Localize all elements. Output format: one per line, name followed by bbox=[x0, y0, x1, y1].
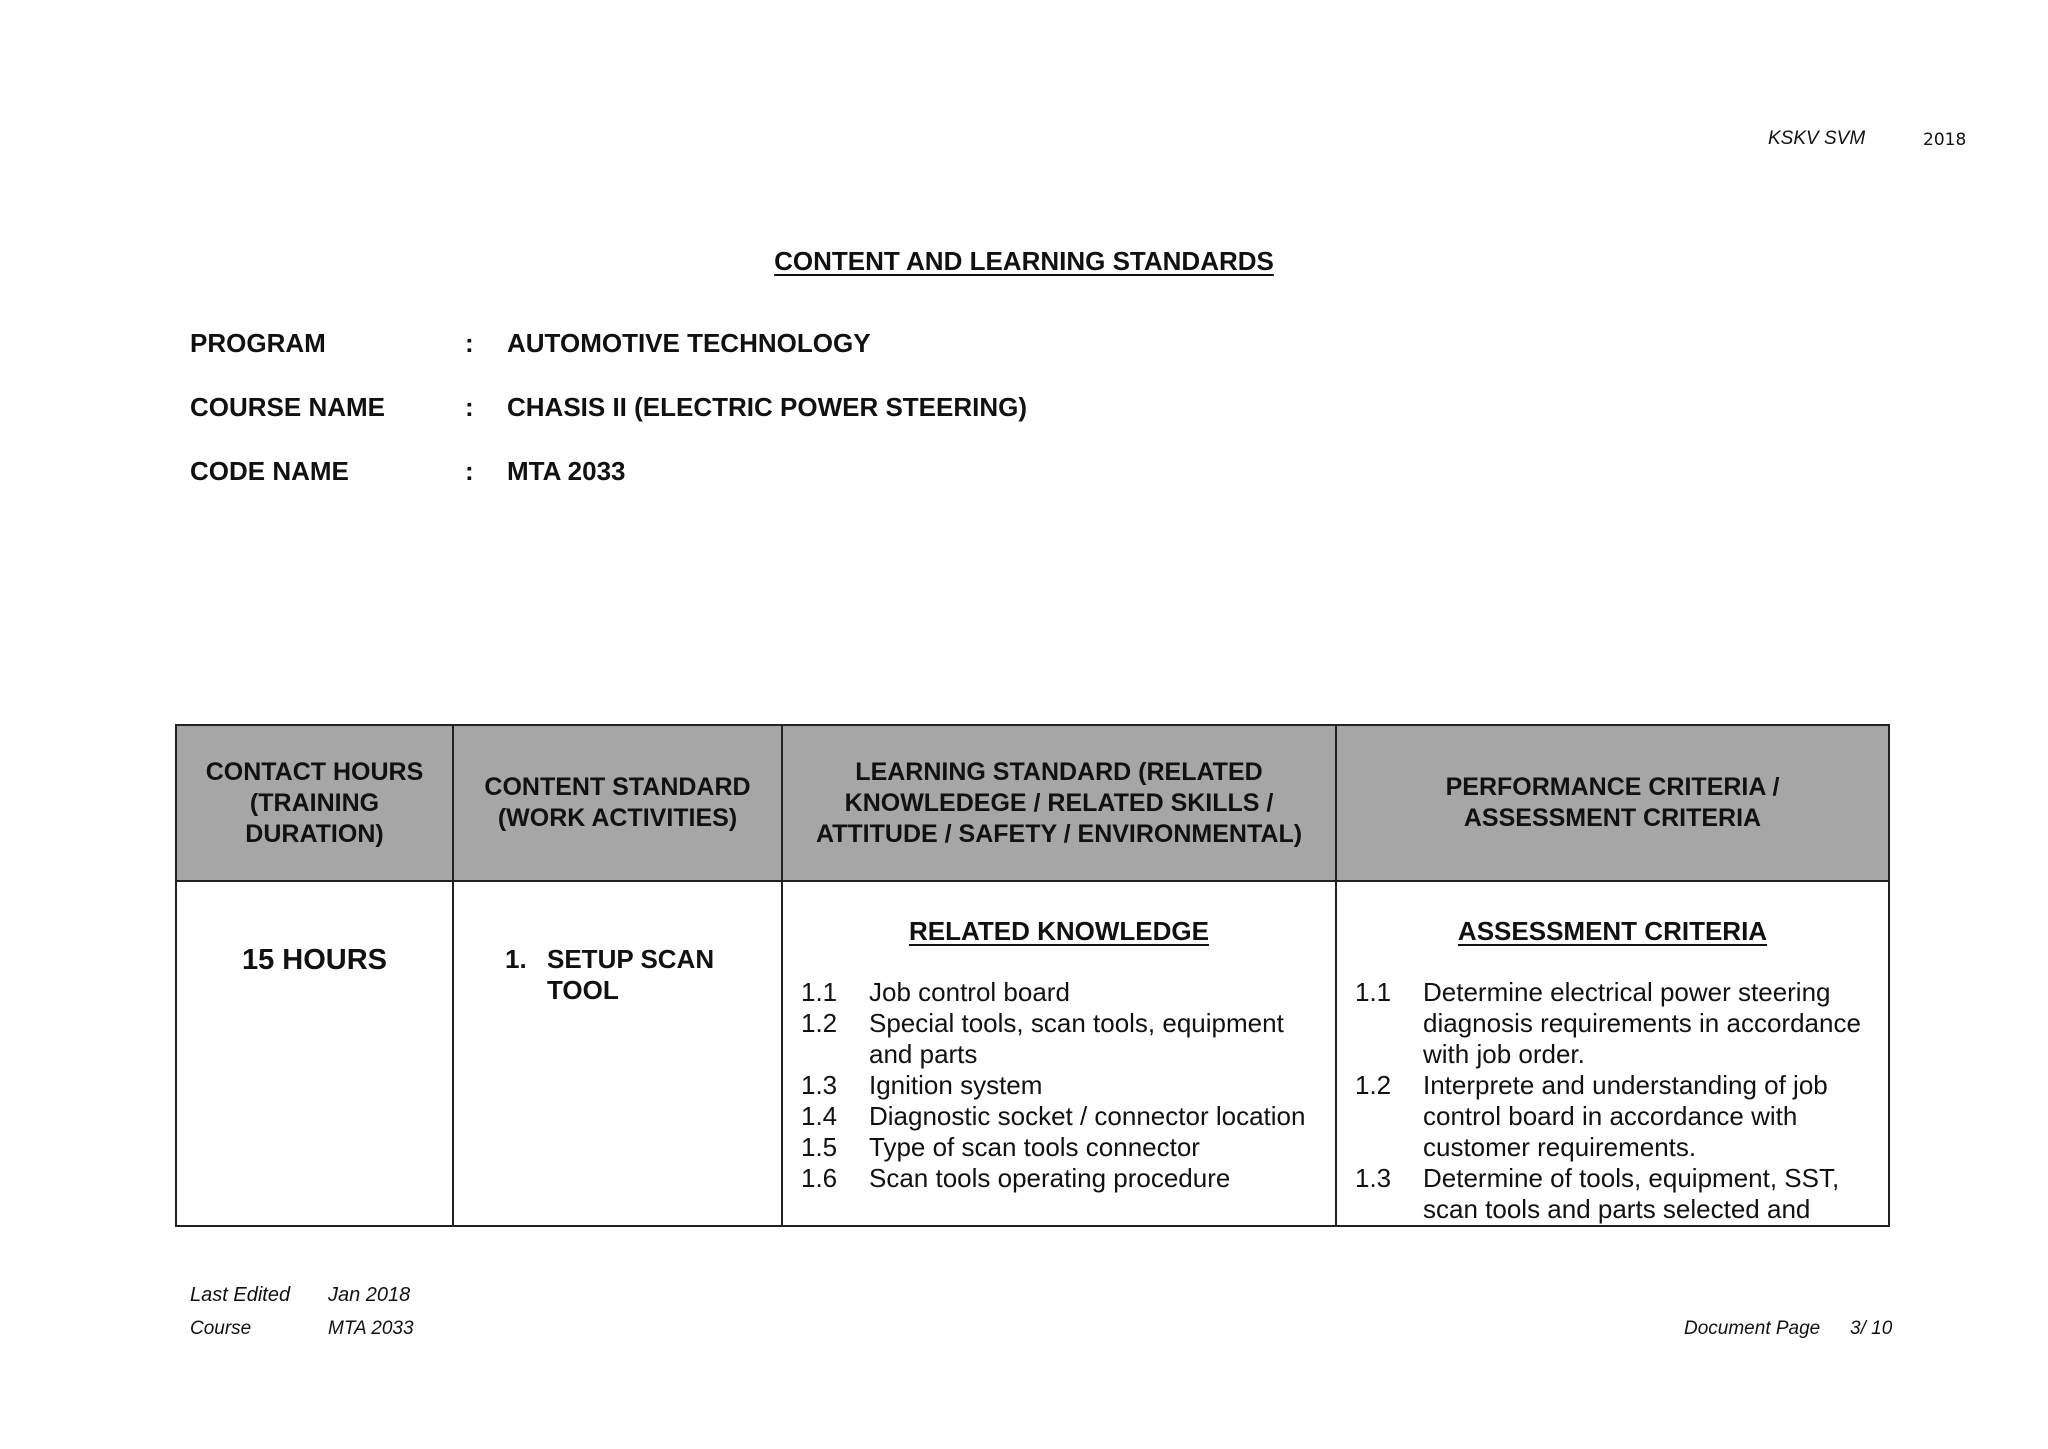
content-standard-item bbox=[454, 882, 781, 1006]
program-separator: : bbox=[465, 328, 474, 358]
course-name-separator: : bbox=[465, 392, 474, 422]
list-item: 1.4 Diagnostic socket / connector location bbox=[801, 1101, 1306, 1131]
content-standard-line-2: TOOL bbox=[547, 975, 619, 1005]
content-standard-number: 1. bbox=[505, 944, 527, 974]
content-standard-cell bbox=[453, 881, 782, 1226]
list-item: 1.6 Scan tools operating procedure bbox=[801, 1163, 1231, 1193]
code-name-separator: : bbox=[465, 456, 474, 486]
list-item: 1.3 Ignition system bbox=[801, 1070, 1043, 1100]
list-item: 1.3 Determine of tools, equipment, SST, scan tools and parts selected and bbox=[1355, 1163, 1840, 1224]
content-standard-line-1: SETUP SCAN bbox=[547, 944, 715, 974]
program-value: AUTOMOTIVE TECHNOLOGY bbox=[507, 328, 871, 358]
list-item: 1.1 Job control board bbox=[801, 977, 1070, 1007]
contact-hours-value: 15 HOURS bbox=[241, 944, 388, 976]
table-header-row bbox=[176, 725, 1889, 881]
header-performance-criteria: PERFORMANCE CRITERIA / ASSESSMENT CRITERIA bbox=[1336, 725, 1889, 881]
course-name-value: CHASIS II (ELECTRIC POWER STEERING) bbox=[507, 392, 1028, 422]
assessment-criteria-heading: ASSESSMENT CRITERIA bbox=[1457, 916, 1768, 946]
program-label: PROGRAM bbox=[190, 328, 326, 358]
list-item: 1.2 Interprete and understanding of job control board in accordance with customer requirements. bbox=[1355, 1070, 1828, 1162]
related-knowledge-list bbox=[783, 977, 1335, 1194]
assessment-criteria-list bbox=[1337, 977, 1888, 1225]
code-name-label: CODE NAME bbox=[190, 456, 349, 486]
footer-last-edited-value: Jan 2018 bbox=[328, 1284, 411, 1306]
header-year: 2018 bbox=[1923, 130, 1967, 150]
footer-last-edited-label: Last Edited bbox=[190, 1284, 291, 1306]
header-contact-hours: CONTACT HOURS (TRAINING DURATION) bbox=[176, 725, 453, 881]
footer-course-label: Course bbox=[190, 1318, 252, 1339]
footer-document-page-label: Document Page bbox=[1684, 1318, 1821, 1339]
header-learning-standard: LEARNING STANDARD (RELATED KNOWLEDEGE / RELATED SKILLS / ATTITUDE / SAFETY / ENVIRONMENTAL) bbox=[782, 725, 1336, 881]
page-title-text: CONTENT AND LEARNING STANDARDS bbox=[774, 246, 1274, 276]
related-knowledge-heading: RELATED KNOWLEDGE bbox=[909, 916, 1209, 946]
related-knowledge-cell bbox=[782, 881, 1336, 1226]
list-item: 1.5 Type of scan tools connector bbox=[801, 1132, 1200, 1162]
list-item: 1.2 Special tools, scan tools, equipment and parts bbox=[801, 1008, 1284, 1069]
table-row bbox=[176, 881, 1889, 1226]
standards-table bbox=[175, 724, 1890, 1227]
footer-course-value: MTA 2033 bbox=[328, 1318, 414, 1339]
header-org: KSKV SVM bbox=[1768, 128, 1866, 149]
footer-document-page-value: 3/ 10 bbox=[1850, 1318, 1893, 1339]
contact-hours-cell bbox=[176, 881, 453, 1226]
assessment-criteria-cell bbox=[1336, 881, 1889, 1226]
list-item: 1.1 Determine electrical power steering diagnosis requirements in accordance with job order. bbox=[1355, 977, 1861, 1069]
code-name-value: MTA 2033 bbox=[507, 456, 626, 486]
header-content-standard: CONTENT STANDARD (WORK ACTIVITIES) bbox=[453, 725, 782, 881]
course-name-label: COURSE NAME bbox=[190, 392, 386, 422]
page-title bbox=[0, 246, 2048, 277]
